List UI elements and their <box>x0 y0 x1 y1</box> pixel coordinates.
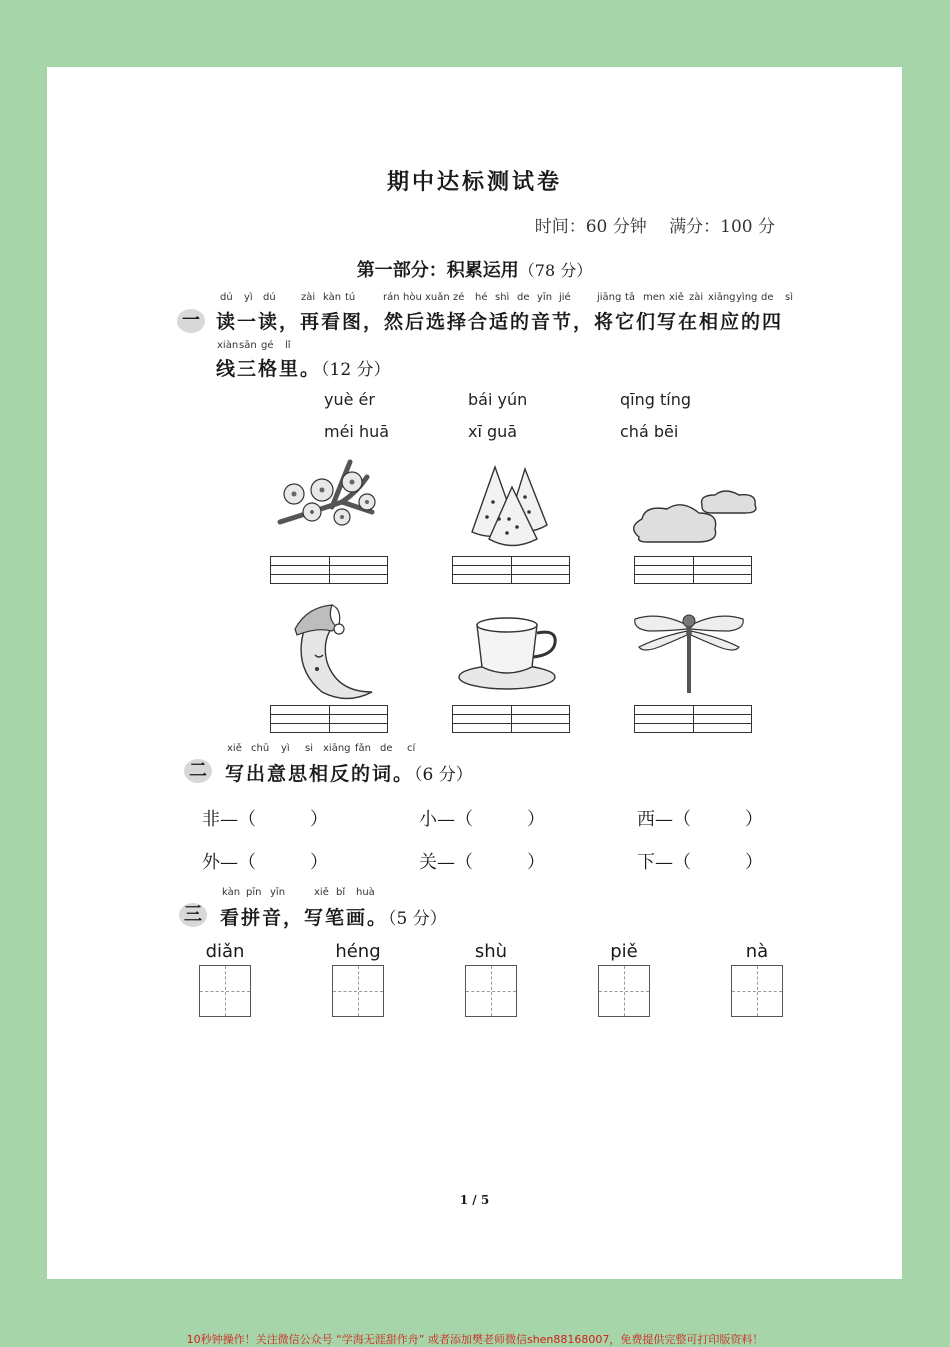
tian-grid-box[interactable] <box>332 965 384 1017</box>
pinyin: kàn <box>222 887 241 898</box>
tian-grid-box[interactable] <box>465 965 517 1017</box>
pinyin: chū <box>251 743 270 754</box>
question-2-text <box>225 759 473 786</box>
pinyin: cí <box>407 743 416 754</box>
antonym-item[interactable]: 小—（ ） <box>419 809 545 830</box>
option-pinyin: bái yún <box>468 390 528 409</box>
part-label: 第一部分：积累运用 <box>356 260 519 281</box>
pinyin: lǐ <box>285 340 291 351</box>
question-3-score: （5 分） <box>388 909 447 929</box>
writing-grid[interactable] <box>270 705 388 733</box>
plum-blossom-picture <box>272 452 392 552</box>
pinyin: xiě <box>669 292 684 303</box>
pinyin: dú <box>263 292 276 303</box>
question-1-text-line1: 读一读，再看图，然后选择合适的音节，将它们写在相应的四 <box>216 311 784 333</box>
pinyin: pīn <box>246 887 262 898</box>
antonym-item[interactable]: 非—（ ） <box>202 809 328 830</box>
stroke-pinyin: shù <box>474 941 508 962</box>
option-pinyin: chá bēi <box>620 422 679 441</box>
pinyin: xiě <box>227 743 242 754</box>
pinyin: rán <box>383 292 400 303</box>
pinyin: yīn <box>270 887 286 898</box>
watermelon-picture <box>467 457 557 552</box>
pinyin: xiāng <box>708 292 736 303</box>
pinyin: yì <box>244 292 253 303</box>
moon-picture <box>287 597 377 702</box>
pinyin: yīn <box>537 292 553 303</box>
question-1-score: （12 分） <box>321 360 391 380</box>
pinyin: fǎn <box>355 743 371 754</box>
pinyin: yìng <box>736 292 758 303</box>
pinyin: zé <box>453 292 465 303</box>
pinyin: xiě <box>314 887 329 898</box>
pinyin: bǐ <box>336 887 346 898</box>
pinyin: xuǎn <box>425 292 450 303</box>
question-3-text <box>220 903 447 930</box>
part-score: （78 分） <box>518 261 593 280</box>
exam-title: 期中达标测试卷 <box>386 170 562 195</box>
option-pinyin: yuè ér <box>324 390 375 409</box>
antonym-item[interactable]: 下—（ ） <box>637 852 763 873</box>
pinyin: jiāng <box>597 292 622 303</box>
cloud-picture <box>627 487 767 547</box>
pinyin: shì <box>495 292 510 303</box>
tian-grid-box[interactable] <box>199 965 251 1017</box>
page-number: 1 / 5 <box>459 1193 490 1207</box>
writing-grid[interactable] <box>452 556 570 584</box>
pinyin: xiāng <box>323 743 351 754</box>
writing-grid[interactable] <box>634 705 752 733</box>
writing-grid[interactable] <box>452 705 570 733</box>
question-1-text-end: 线三格里。 <box>216 358 322 380</box>
pinyin: sān <box>239 340 257 351</box>
question-2-number: 二 <box>184 759 212 783</box>
question-3-number: 三 <box>179 903 207 927</box>
question-1-number: 一 <box>177 309 205 333</box>
dragonfly-picture <box>629 607 749 697</box>
pinyin: dú <box>220 292 233 303</box>
option-pinyin: méi huā <box>324 422 390 441</box>
antonym-item[interactable]: 西—（ ） <box>637 809 763 830</box>
antonym-item[interactable]: 关—（ ） <box>419 852 545 873</box>
pinyin: kàn <box>323 292 342 303</box>
pinyin: si <box>305 743 313 754</box>
promo-footer: 10秒钟操作！关注微信公众号 “学海无涯甜作舟” 或者添加樊老师微信shen88168007，免费提供完整可打印版资料！ <box>186 1333 764 1346</box>
pinyin: xiàn <box>217 340 239 351</box>
option-pinyin: xī guā <box>468 422 518 441</box>
writing-grid[interactable] <box>634 556 752 584</box>
pinyin: de <box>380 743 393 754</box>
pinyin: tú <box>345 292 356 303</box>
question-3-label: 看拼音，写笔画。 <box>220 907 389 929</box>
question-2-score: （6 分） <box>414 765 473 785</box>
pinyin: zài <box>689 292 704 303</box>
option-pinyin: qīng tíng <box>620 390 691 409</box>
tian-grid-box[interactable] <box>598 965 650 1017</box>
stroke-pinyin: diǎn <box>205 941 245 962</box>
question-1-text-line2 <box>216 354 391 381</box>
pinyin: de <box>761 292 774 303</box>
pinyin: sì <box>785 292 793 303</box>
pinyin: men <box>643 292 666 303</box>
pinyin: gé <box>261 340 274 351</box>
teacup-picture <box>457 607 567 692</box>
exam-paper <box>47 67 902 1279</box>
writing-grid[interactable] <box>270 556 388 584</box>
pinyin: hé <box>475 292 488 303</box>
part-heading <box>47 256 902 282</box>
stroke-pinyin: nà <box>745 941 769 962</box>
pinyin: hòu <box>403 292 422 303</box>
pinyin: jié <box>559 292 571 303</box>
pinyin: zài <box>301 292 316 303</box>
pinyin: de <box>517 292 530 303</box>
stroke-pinyin: piě <box>610 941 638 962</box>
pinyin: yì <box>281 743 290 754</box>
time-and-score: 时间：60 分钟 满分：100 分 <box>534 217 775 237</box>
question-2-label: 写出意思相反的词。 <box>225 763 415 785</box>
tian-grid-box[interactable] <box>731 965 783 1017</box>
stroke-pinyin: héng <box>335 941 381 962</box>
pinyin: huà <box>356 887 375 898</box>
pinyin: tā <box>625 292 636 303</box>
antonym-item[interactable]: 外—（ ） <box>202 852 328 873</box>
